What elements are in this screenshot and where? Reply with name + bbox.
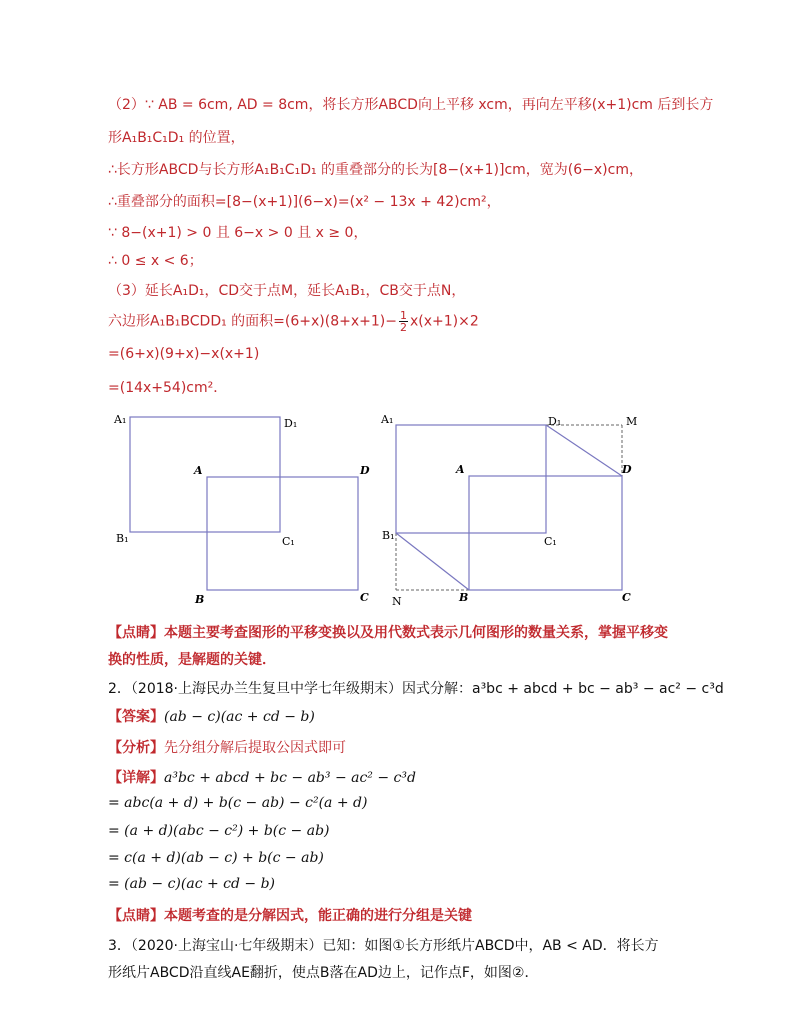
part2-line3: ∴长方形ABCD与长方形A₁B₁C₁D₁ 的重叠部分的长为[8−(x+1)]cm，宽为(6−x)cm， — [108, 162, 643, 178]
label-M: M — [626, 415, 638, 428]
fraction-numerator: 1 — [399, 309, 407, 322]
part3-line1: （3）延长A₁D₁，CD交于点M，延长A₁B₁，CB交于点N， — [108, 283, 466, 299]
part3-line4: =(14x+54)cm²． — [108, 380, 228, 396]
label-D1: D₁ — [284, 417, 298, 430]
fraction-denominator: 2 — [399, 321, 407, 334]
label-B: B — [195, 593, 205, 606]
q2-detail: a³bc + abcd + bc − ab³ − ac² − c³d — [164, 770, 416, 786]
q2-comment-tag: 【点睛】 — [108, 908, 164, 924]
figure-2 — [378, 405, 668, 610]
q2-step-2: = (a + d)(abc − c²) + b(c − ab) — [108, 823, 330, 839]
label-A: A — [194, 464, 203, 477]
part2-line2: 形A₁B₁C₁D₁ 的位置， — [108, 130, 245, 146]
label-A: A — [456, 463, 465, 476]
q2-step-4: = (ab − c)(ac + cd − b) — [108, 876, 276, 892]
q2-detail-line — [108, 767, 416, 787]
part3-line2-a: 六边形A₁B₁BCDD₁ 的面积=(6+x)(8+x+1)− — [108, 313, 397, 330]
q2-analysis: 先分组分解后提取公因式即可 — [164, 740, 346, 756]
segment-d1-d — [546, 425, 622, 476]
label-D: D — [360, 464, 370, 477]
segment-b1-b — [396, 533, 469, 590]
q2-answer-line — [108, 706, 315, 726]
part2-line6: ∴ 0 ≤ x < 6； — [108, 253, 203, 269]
part2-line4: ∴重叠部分的面积=[8−(x+1)](6−x)=(x² − 13x + 42)cm²， — [108, 194, 501, 210]
figure-1 — [110, 405, 380, 610]
half-fraction — [399, 310, 408, 333]
label-C: C — [360, 591, 369, 604]
q3-line2: 形纸片ABCD沿直线AE翻折，使点B落在AD边上，记作点F，如图②． — [108, 965, 539, 981]
rect-a1b1c1d1 — [396, 425, 546, 533]
label-N: N — [392, 595, 402, 608]
part2-line1: （2）∵ AB = 6cm, AD = 8cm，将长方形ABCD向上平移 xcm，再向左平移(x+1)cm 后到长方 — [108, 97, 714, 113]
comment1-text1: 本题主要考查图形的平移变换以及用代数式表示几何图形的数量关系，掌握平移变 — [164, 625, 668, 641]
q3-line1: 3．（2020·上海宝山·七年级期末）已知：如图①长方形纸片ABCD中，AB < AD．将长方 — [108, 938, 659, 954]
q2-answer: (ab − c)(ac + cd − b) — [164, 709, 315, 725]
label-A1: A₁ — [381, 413, 394, 426]
part2-line5: ∵ 8−(x+1) > 0 且 6−x > 0 且 x ≥ 0， — [108, 225, 368, 241]
q2-comment: 本题考查的是分解因式，能正确的进行分组是关键 — [164, 908, 472, 924]
comment1-tag: 【点睛】 — [108, 625, 164, 641]
label-B1: B₁ — [382, 529, 395, 542]
q2-step-3: = c(a + d)(ab − c) + b(c − ab) — [108, 850, 324, 866]
label-B1: B₁ — [116, 532, 129, 545]
label-C: C — [622, 591, 631, 604]
label-D: D — [622, 463, 632, 476]
label-D1: D₁ — [548, 415, 562, 428]
q2-analysis-tag: 【分析】 — [108, 740, 164, 756]
comment1-line1 — [108, 622, 668, 642]
q2-answer-tag: 【答案】 — [108, 709, 164, 725]
q2-title: 2．（2018·上海民办兰生复旦中学七年级期末）因式分解：a³bc + abcd + bc − ab³ − ac² − c³d — [108, 681, 724, 697]
q2-detail-tag: 【详解】 — [108, 770, 164, 786]
label-C1: C₁ — [282, 535, 295, 548]
part3-line2-b: x(x+1)×2 — [409, 313, 479, 330]
q2-step-1: = abc(a + d) + b(c − ab) − c²(a + d) — [108, 795, 368, 811]
part3-line3: =(6+x)(9+x)−x(x+1) — [108, 346, 260, 362]
q2-analysis-line — [108, 737, 346, 757]
label-B: B — [459, 591, 469, 604]
rect-abcd — [207, 477, 358, 590]
q2-comment-line — [108, 905, 472, 925]
comment1-line2: 换的性质，是解题的关键． — [108, 652, 276, 668]
label-A1: A₁ — [114, 413, 127, 426]
label-C1: C₁ — [544, 535, 557, 548]
rect-a1b1c1d1 — [130, 417, 280, 532]
part3-line2 — [108, 310, 479, 333]
